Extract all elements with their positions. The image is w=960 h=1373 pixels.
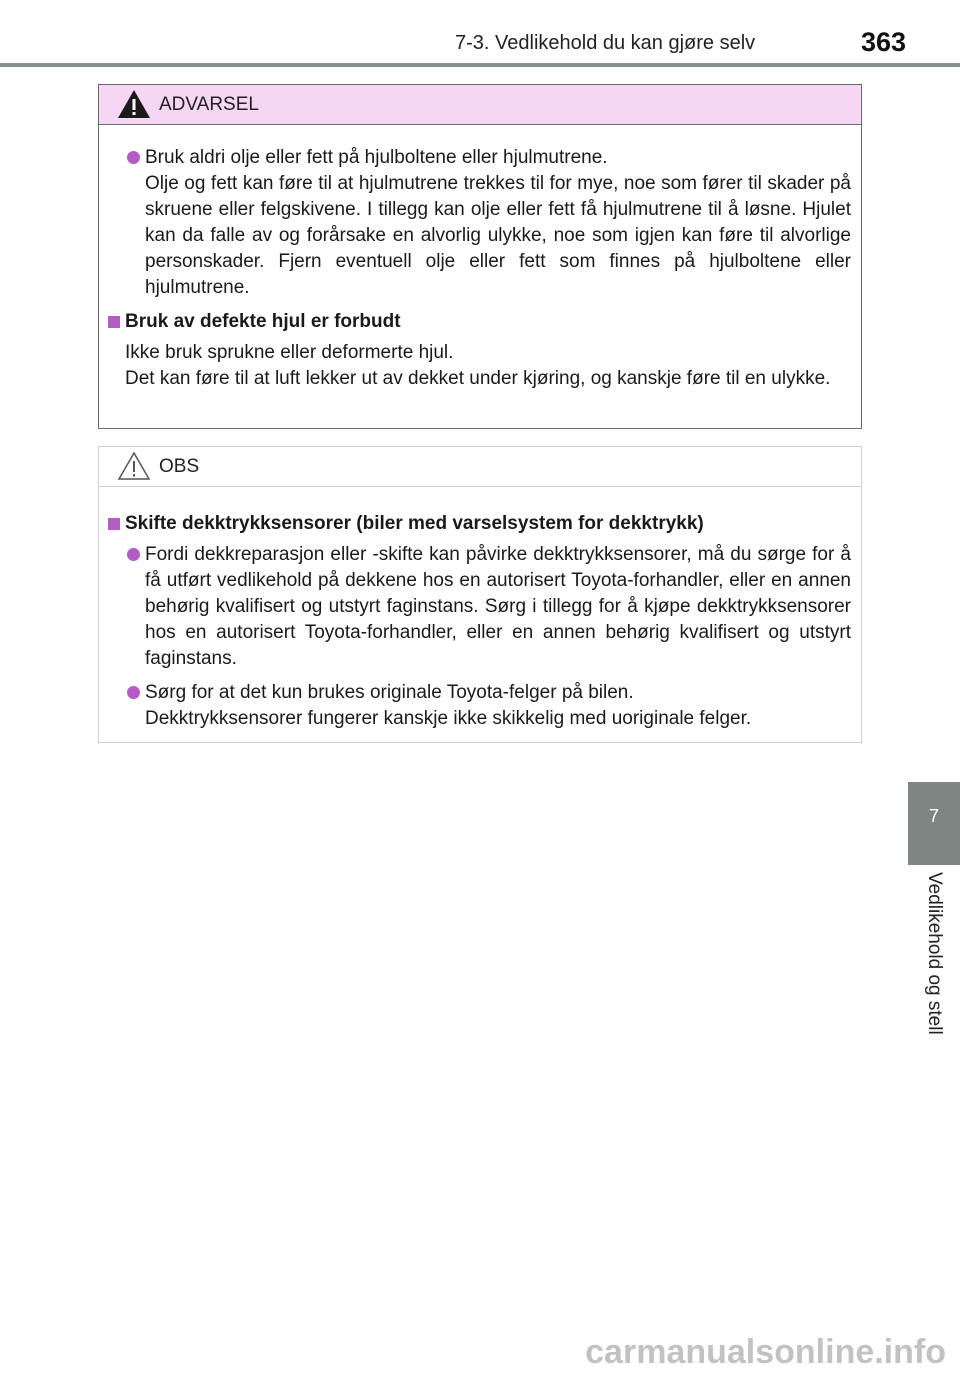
section-heading [103,309,851,335]
notice-box-header [99,447,861,487]
warning-box-title: ADVARSEL [159,94,259,115]
chapter-number: 7 [928,806,939,826]
item-text: Dekktrykksensorer fungerer kanskje ikke skikkelig med uoriginale felger. [145,708,752,729]
warning-box-header [99,85,861,125]
paragraph: Det kan føre til at luft lekker ut av dekket under kjøring, og kanskje føre til en ulykke. [125,368,831,389]
watermark: carmanualsonline.info [585,1333,946,1371]
item-text: Fordi dekkreparasjon eller -skifte kan påvirke dekktrykksensorer, må du sørge for å få utført vedlikehold på dekkene hos en autorisert Toyota-forhandler, eller en annen behørig kvalifisert og utstyrt faginstans. Sørg i tillegg for å kjøpe dekktrykksensorer hos en autorisert Toyota-forhandler, eller en annen behørig kvalifisert og utstyrt faginstans. [145,544,851,669]
bullet-dot-icon [127,686,140,699]
notice-box [98,446,862,743]
section-heading [103,511,851,537]
paragraph: Ikke bruk sprukne eller deformerte hjul. [125,342,454,363]
section-title: 7-3. Vedlikehold du kan gjøre selv [455,32,756,54]
chapter-title: Vedlikehold og stell [924,872,945,1035]
warning-triangle-icon [117,89,151,119]
item-text: Sørg for at det kun brukes originale Toyota-felger på bilen. [145,682,634,703]
caution-triangle-icon [117,451,151,481]
warning-box [98,84,862,429]
bullet-square-icon [108,518,120,530]
item-text: Olje og fett kan føre til at hjulmutrene trekkes til for mye, noe som fører til skader på skruene eller felgskivene. I tillegg kan olje eller fett få hjulmutrene til å løsne. Hjulet kan da falle av og forårsake en alvorlig ulykke, noe som igjen kan føre til alvorlige personskader. Fjern eventuell olje eller fett som finnes på hjulboltene eller hjulmutrene. [145,173,851,298]
bullet-dot-icon [127,151,140,164]
bullet-square-icon [108,316,120,328]
bullet-dot-icon [127,548,140,561]
warning-box-body [99,125,861,392]
item-text: Bruk aldri olje eller fett på hjulboltene eller hjulmutrene. [145,147,608,168]
header-rule [0,63,960,67]
list-item [103,145,851,301]
section-heading-text: Bruk av defekte hjul er forbudt [125,311,401,332]
section-heading-text: Skifte dekktrykksensorer (biler med varselsystem for dekktrykk) [125,513,704,534]
notice-box-title: OBS [159,456,200,477]
chapter-tab [908,782,960,865]
list-item [103,542,851,672]
notice-box-body [99,487,861,732]
list-item [103,680,851,732]
page-number: 363 [860,27,906,57]
